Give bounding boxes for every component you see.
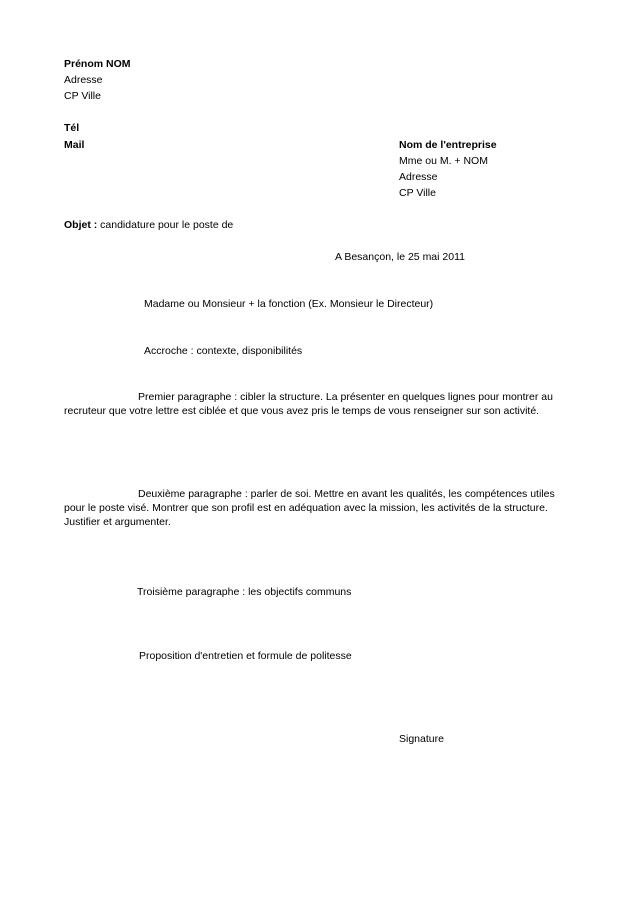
subject-line xyxy=(64,217,233,233)
recipient-company: Nom de l'entreprise xyxy=(399,139,497,151)
subject-text: candidature pour le poste de xyxy=(97,219,234,231)
hook-line: Accroche : contexte, disponibilités xyxy=(144,345,303,357)
paragraph-3: Troisième paragraphe : les objectifs communs xyxy=(137,586,352,598)
salutation: Madame ou Monsieur + la fonction (Ex. Monsieur le Directeur) xyxy=(144,298,434,310)
sender-name: Prénom NOM xyxy=(64,58,131,70)
recipient-address: Adresse xyxy=(399,171,438,183)
recipient-city: CP Ville xyxy=(399,187,436,199)
subject-label: Objet : xyxy=(64,219,98,231)
sender-city: CP Ville xyxy=(64,90,101,102)
sender-address: Adresse xyxy=(64,74,103,86)
recipient-contact: Mme ou M. + NOM xyxy=(399,155,488,167)
signature: Signature xyxy=(399,733,444,745)
sender-mail-label: Mail xyxy=(64,139,85,151)
closing-line: Proposition d'entretien et formule de politesse xyxy=(139,650,352,662)
date-line: A Besançon, le 25 mai 2011 xyxy=(335,251,465,263)
paragraph-1: Premier paragraphe : cibler la structure. La présenter en quelques lignes pour montrer au recruteur que votre lettre est ciblée et que vous avez pris le temps de vous renseigner sur son activité. xyxy=(64,391,553,417)
paragraph-2: Deuxième paragraphe : parler de soi. Mettre en avant les qualités, les compétences utiles pour le poste visé. Montrer que son profil est en adéquation avec la mission, les activités de la structure. Justifier et argumenter. xyxy=(64,488,555,528)
sender-phone-label: Tél xyxy=(64,122,80,134)
